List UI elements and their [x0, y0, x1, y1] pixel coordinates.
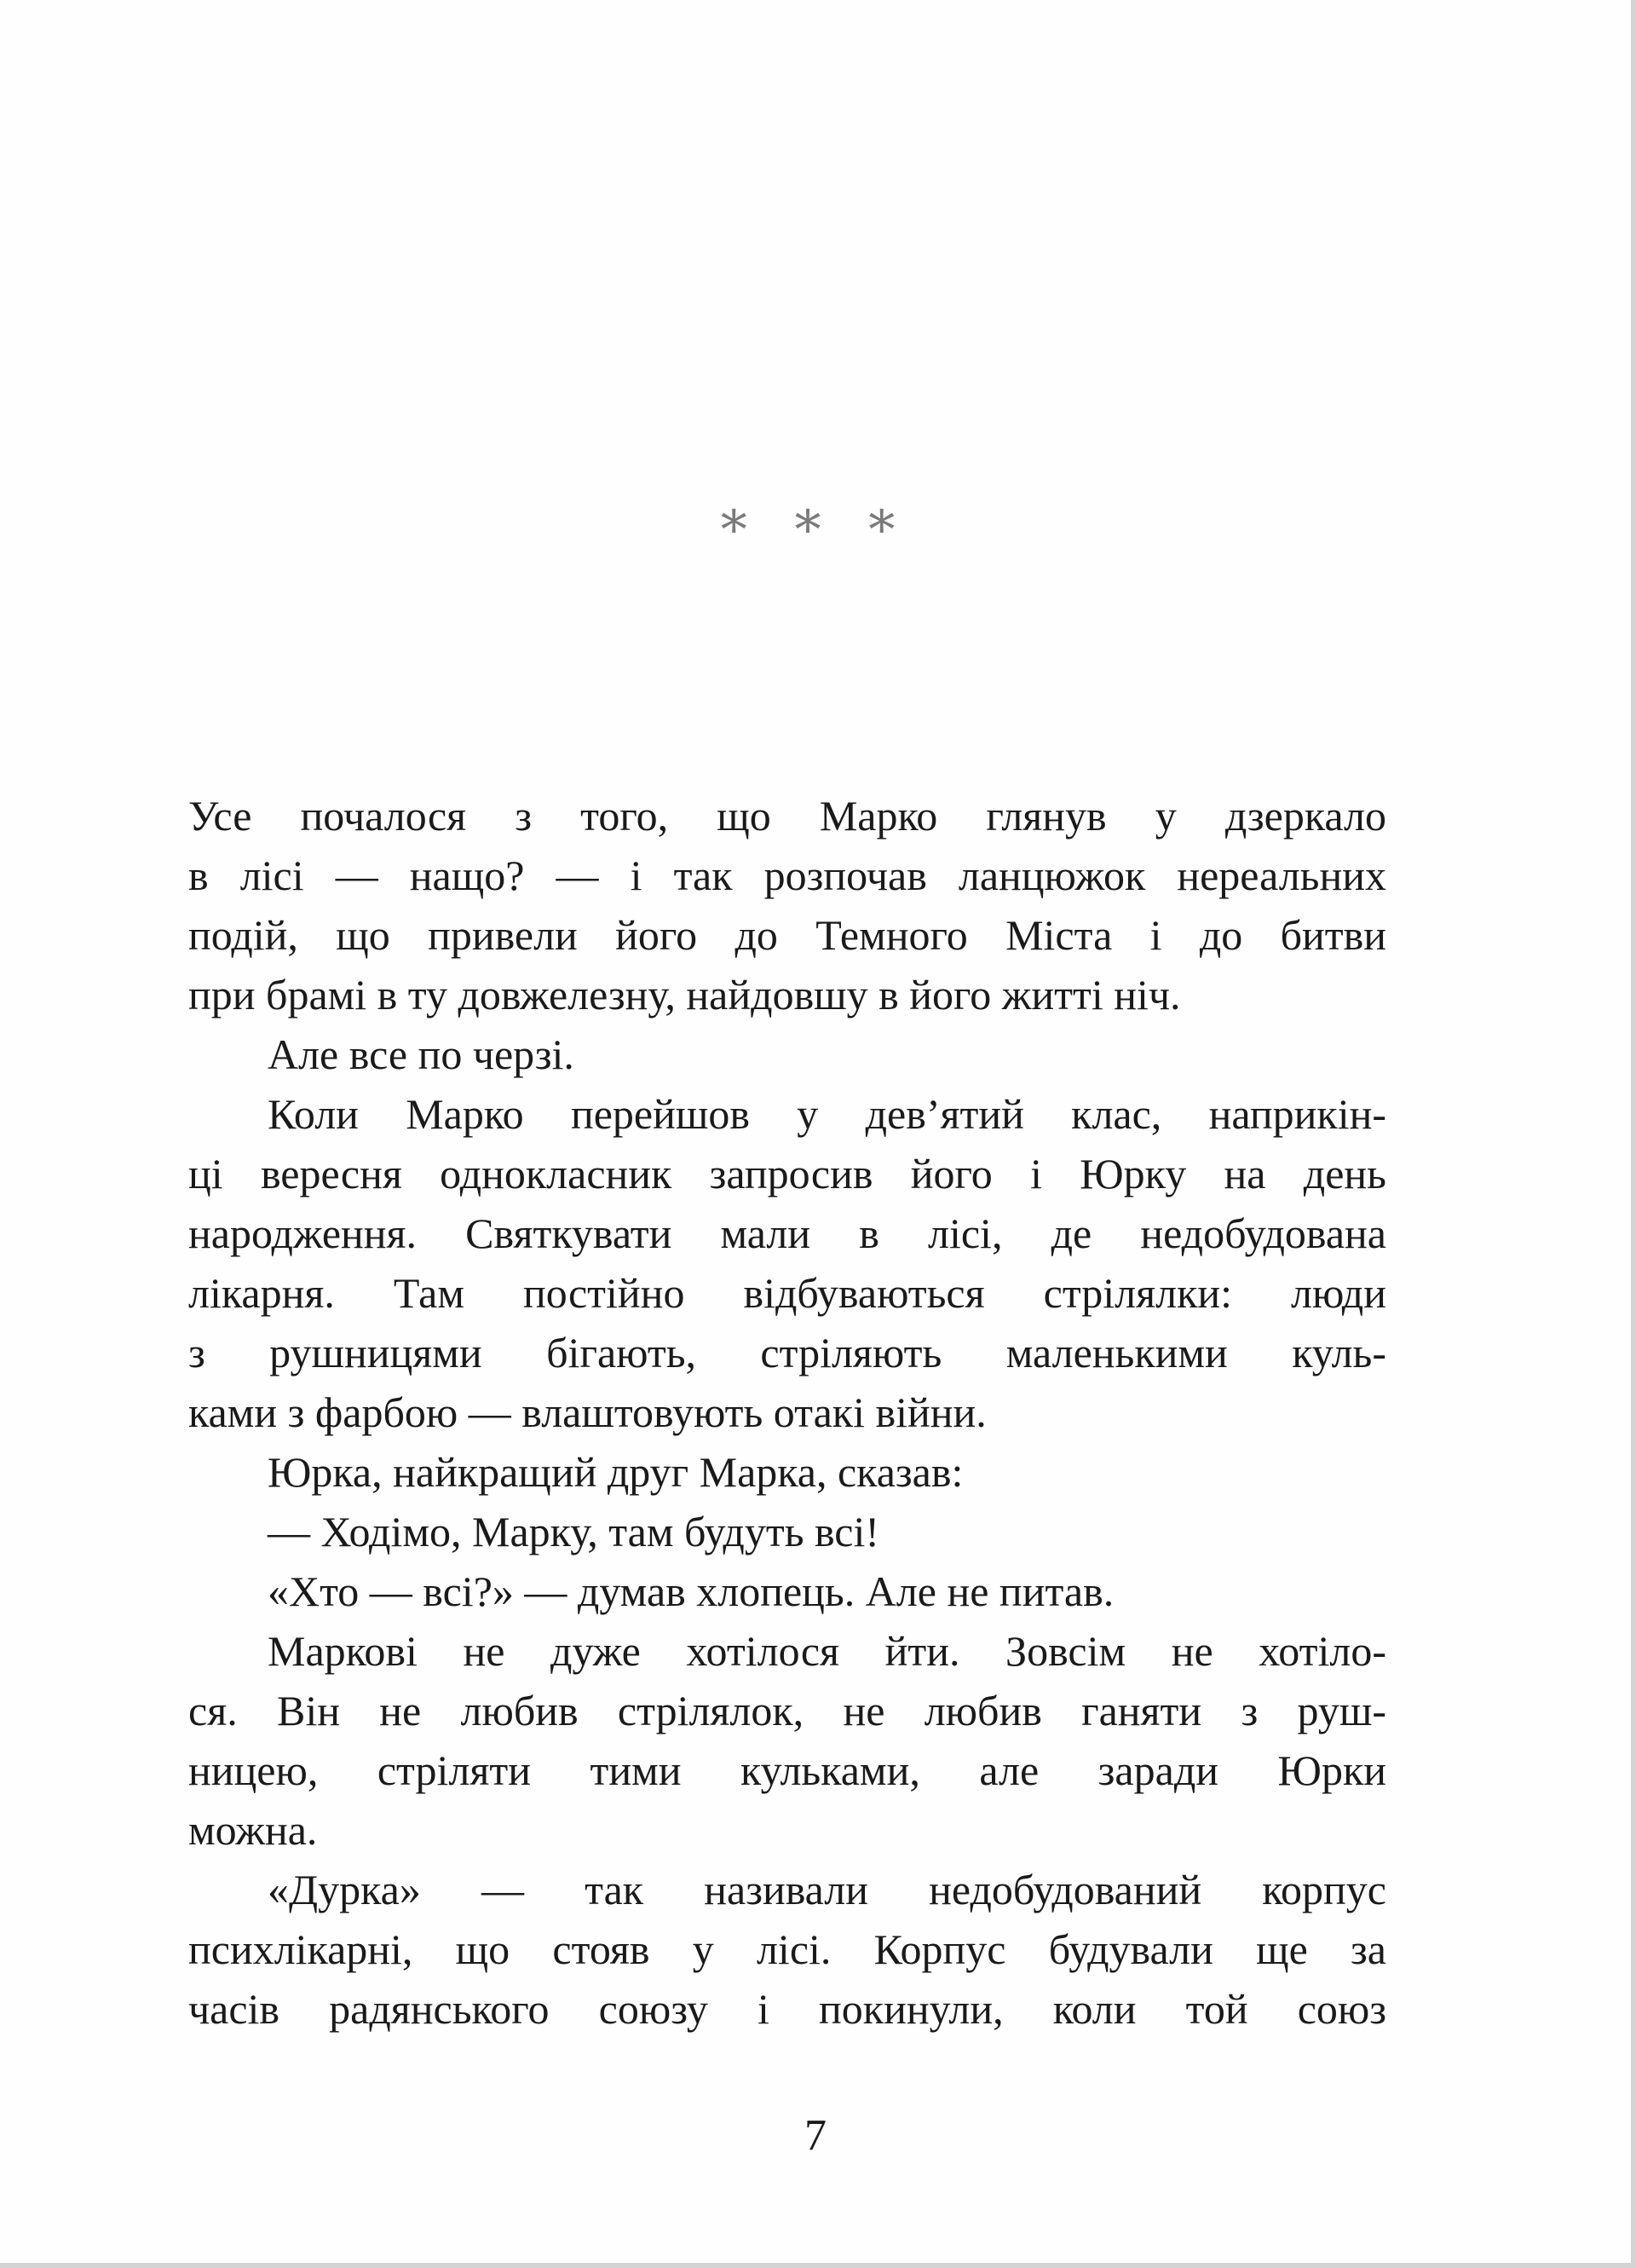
- text-line: можна.: [188, 1806, 318, 1854]
- text-line: Усе почалося з того, що Марко глянув у дзеркало: [188, 792, 1386, 840]
- text-line: «Хто — всі?» — думав хлопець. Але не питав.: [268, 1567, 1115, 1615]
- text-line: в лісі — нащо? — і так розпочав ланцюжок нереальних: [188, 851, 1386, 899]
- text-line: Але все по черзі.: [268, 1030, 574, 1078]
- text-line: Юрка, найкращий друг Марка, сказав:: [268, 1448, 964, 1496]
- text-line: «Дурка» — так називали недобудований корпус: [268, 1866, 1386, 1913]
- text-line: ці вересня однокласник запросив його і Юрку на день: [188, 1150, 1386, 1197]
- text-line: подій, що привели його до Темного Міста і до битви: [188, 911, 1386, 959]
- page-number: 7: [804, 2111, 827, 2160]
- text-line: часів радянського союзу і покинули, коли той союз: [188, 1985, 1386, 2033]
- section-separator: * * *: [720, 499, 911, 561]
- text-line: Маркові не дуже хотілося йти. Зовсім не хотіло-: [268, 1627, 1386, 1675]
- text-line: народження. Святкувати мали в лісі, де недобудована: [188, 1209, 1386, 1257]
- body-text: [188, 786, 1386, 2039]
- text-line: ницею, стріляти тими кульками, але заради Юрки: [188, 1746, 1386, 1794]
- dialogue-line: — Ходімо, Марку, там будуть всі!: [268, 1508, 880, 1555]
- text-line: при брамі в ту довжелезну, найдовшу в його житті ніч.: [188, 971, 1181, 1019]
- text-line: з рушницями бігають, стріляють маленькими куль-: [188, 1329, 1386, 1376]
- text-line: ками з фарбою — влаштовують отакі війни.: [188, 1388, 987, 1436]
- text-line: психлікарні, що стояв у лісі. Корпус будували ще за: [188, 1925, 1386, 1973]
- text-line: лікарня. Там постійно відбуваються стрілялки: люди: [188, 1269, 1386, 1317]
- text-line: Коли Марко перейшов у дев’ятий клас, наприкін-: [268, 1090, 1386, 1138]
- text-line: ся. Він не любив стрілялок, не любив ганяти з руш-: [188, 1687, 1386, 1734]
